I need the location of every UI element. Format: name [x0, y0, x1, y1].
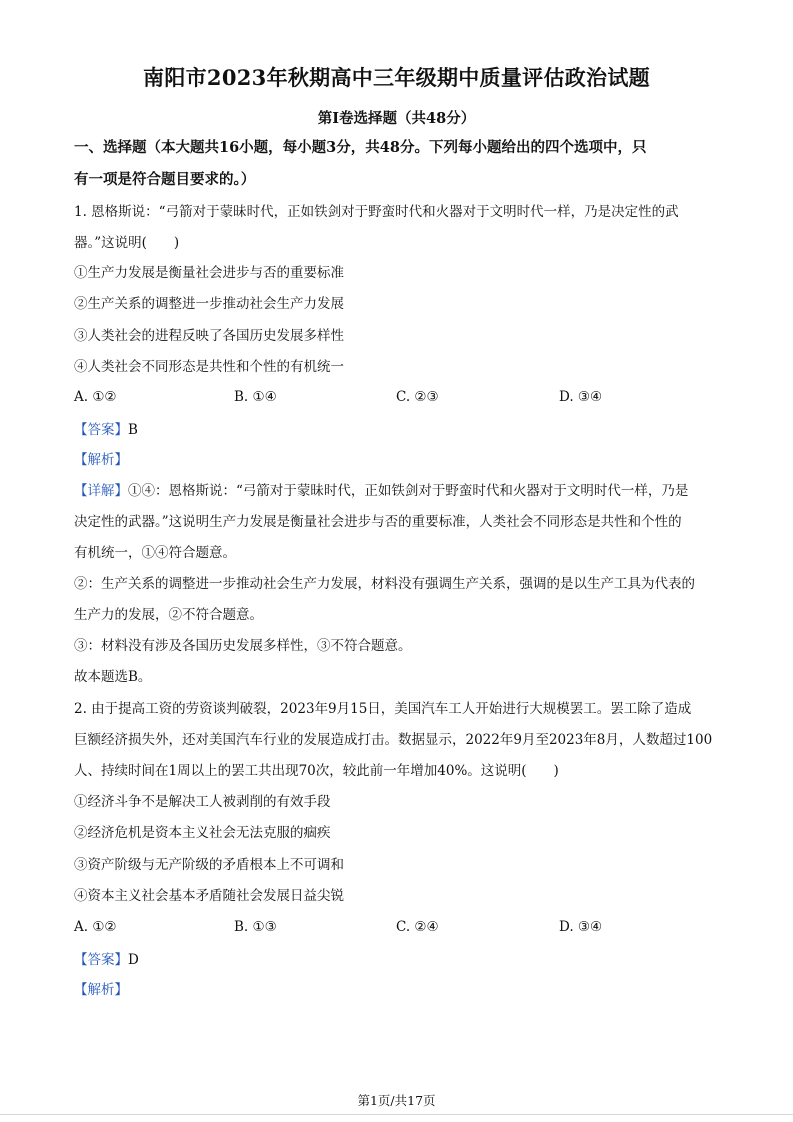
q1-analysis	[74, 450, 724, 470]
q1-detail-line-6: ③：材料没有涉及各国历史发展多样性，③不符合题意。	[74, 638, 412, 654]
answer-tag: 【答案】	[74, 422, 128, 438]
section-heading-line-2: 有一项是符合题目要求的。）	[74, 171, 256, 188]
q1-conclusion: 故本题选B。	[74, 669, 152, 685]
q2-option-a: A. ①②	[74, 919, 117, 935]
q2-item-4: ④资本主义社会基本矛盾随社会发展日益尖锐	[74, 888, 344, 904]
q1-detail-line-5: 生产力的发展，②不符合题意。	[74, 607, 263, 623]
q1-option-a: A. ①②	[74, 389, 117, 405]
document-title: 南阳市2023年秋期高中三年级期中质量评估政治试题	[143, 65, 650, 90]
section-heading-line-1: 一、选择题（本大题共16小题，每小题3分，共48分。下列每小题给出的四个选项中，只	[74, 139, 647, 156]
q2-stem-line-3: 人、持续时间在1周以上的罢工共出现70次，较此前一年增加40%。这说明( )	[74, 763, 559, 779]
q1-option-b: B. ①④	[234, 389, 277, 405]
q1-item-2: ②生产关系的调整进一步推动社会生产力发展	[74, 296, 344, 312]
q2-option-b: B. ①③	[234, 919, 277, 935]
q2-stem-line-1: 2. 由于提高工资的劳资谈判破裂，2023年9月15日，美国汽车工人开始进行大规模罢工。罢工除了造成	[74, 701, 692, 717]
q1-detail-line-1	[74, 481, 724, 501]
detail-text: ①④：恩格斯说：“弓箭对于蒙昧时代，正如铁剑对于野蛮时代和火器对于文明时代一样，乃是	[128, 483, 689, 499]
q2-item-3: ③资产阶级与无产阶级的矛盾根本上不可调和	[74, 857, 344, 873]
footer-divider	[0, 1114, 793, 1115]
detail-tag: 【详解】	[74, 483, 128, 499]
q1-item-4: ④人类社会不同形态是共性和个性的有机统一	[74, 359, 344, 375]
q1-detail-line-3: 有机统一，①④符合题意。	[74, 545, 236, 561]
q2-answer	[74, 950, 724, 970]
q1-detail-line-2: 决定性的武器。”这说明生产力发展是衡量社会进步与否的重要标准，人类社会不同形态是共性和个性的	[74, 514, 682, 530]
answer-value: B	[128, 422, 138, 438]
q2-item-2: ②经济危机是资本主义社会无法克服的痼疾	[74, 825, 331, 841]
q1-option-d: D. ③④	[559, 389, 603, 405]
q2-stem-line-2: 巨额经济损失外，还对美国汽车行业的发展造成打击。数据显示，2022年9月至2023年8月，人数超过100	[74, 732, 713, 748]
page-number: 第1页/共17页	[357, 1093, 436, 1108]
q2-item-1: ①经济斗争不是解决工人被剥削的有效手段	[74, 794, 331, 810]
q1-stem-line-2: 器。”这说明( )	[74, 235, 180, 251]
q1-item-3: ③人类社会的进程反映了各国历史发展多样性	[74, 328, 344, 344]
q1-stem-line-1: 1. 恩格斯说：“弓箭对于蒙昧时代，正如铁剑对于野蛮时代和火器对于文明时代一样，乃是决定性的武	[74, 204, 679, 220]
q1-answer	[74, 420, 724, 440]
answer-value: D	[128, 952, 139, 968]
q1-detail-line-4: ②：生产关系的调整进一步推动社会生产力发展，材料没有强调生产关系，强调的是以生产工具为代表的	[74, 576, 695, 592]
q2-analysis	[74, 980, 724, 1000]
q1-item-1: ①生产力发展是衡量社会进步与否的重要标准	[74, 265, 344, 281]
answer-tag: 【答案】	[74, 952, 128, 968]
analysis-tag: 【解析】	[74, 982, 128, 998]
q1-option-c: C. ②③	[396, 389, 439, 405]
part-title: 第Ⅰ卷选择题（共48分）	[317, 110, 476, 127]
analysis-tag: 【解析】	[74, 452, 128, 468]
q2-option-d: D. ③④	[559, 919, 603, 935]
q2-option-c: C. ②④	[396, 919, 439, 935]
